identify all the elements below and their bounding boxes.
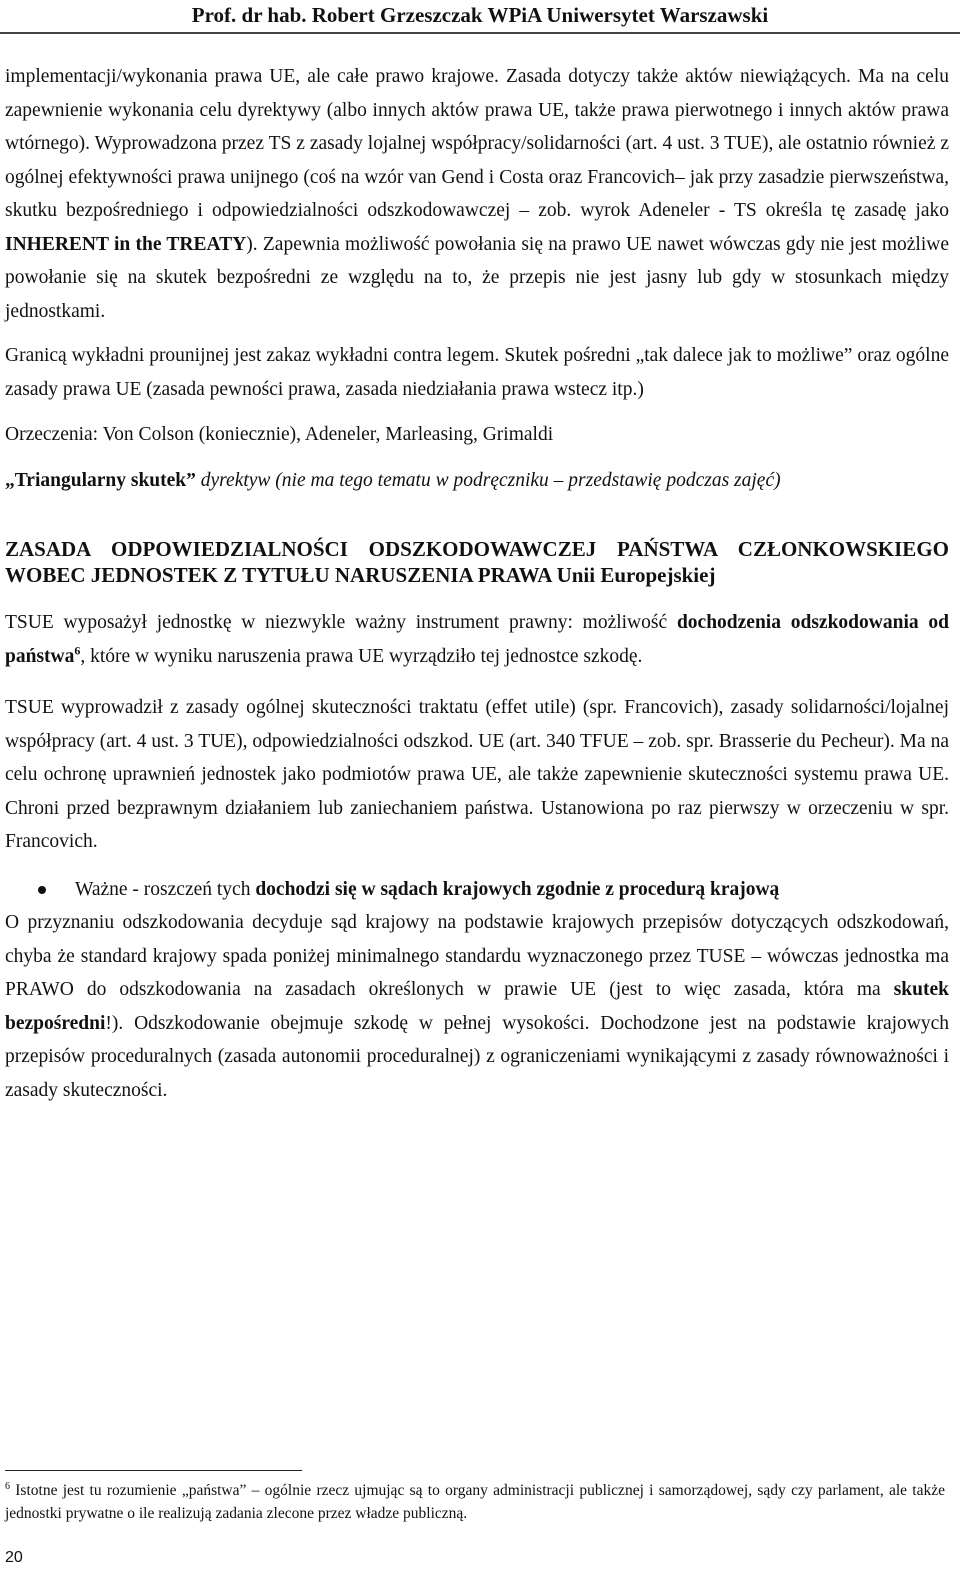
paragraph-indirect-effect xyxy=(5,60,949,328)
footnote-ref[interactable]: 6 xyxy=(74,643,81,657)
page-body xyxy=(5,60,949,1107)
bold-phrase: „Triangularny skutek” xyxy=(5,469,196,491)
page-header: Prof. dr hab. Robert Grzeszczak WPiA Uniwersytet Warszawski xyxy=(191,3,769,27)
section-heading: ZASADA ODPOWIEDZIALNOŚCI ODSZKODOWAWCZEJ PAŃSTWA CZŁONKOWSKIEGO WOBEC JEDNOSTEK Z TYTUŁU NARUSZENIA PRAWA Unii Europejskiej xyxy=(5,537,949,587)
paragraph-tsue-instrument xyxy=(5,606,949,673)
bold-phrase: dochodzi się w sądach krajowych zgodnie z procedurą krajową xyxy=(255,878,780,900)
paragraph-text: TSUE wyposażył jednostkę w niezwykle ważny instrument prawny: możliwość xyxy=(5,612,677,633)
paragraph-text: O przyznaniu odszkodowania decyduje sąd krajowy na podstawie krajowych przepisów dotyczących odszkodowań, chyba że standard krajowy spada poniżej minimalnego standardu wyznaczonego przez TUSE – wówczas jednostka ma PRAWO do odszkodowania na zasadach określonych w prawie UE (jest to więc zasada, która ma xyxy=(5,912,949,1000)
paragraph-text: !). Odszkodowanie obejmuje szkodę w pełnej wysokości. Dochodzone jest na podstawie krajowych przepisów proceduralnych (zasada autonomii proceduralnej) z ograniczeniami wynikającymi z zasady równoważności i zasady skuteczności. xyxy=(5,1012,949,1101)
bold-phrase: INHERENT in the TREATY xyxy=(5,233,247,255)
paragraph-text: ). Zapewnia możliwość powołania się na prawo UE nawet wówczas gdy nie jest możliwe powołanie się na skutek bezpośredni ze względu na to, że przepis nie jest jasny lub gdy w stosunkach między jednostkami. xyxy=(5,233,949,322)
bullet-item xyxy=(5,873,949,907)
page-number: 20 xyxy=(5,1549,23,1566)
bullet-text: Ważne - roszczeń tych xyxy=(75,878,256,900)
footnote xyxy=(5,1480,945,1525)
italic-phrase: dyrektyw (nie ma tego tematu w podręczniku – przedstawię podczas zajęć) xyxy=(195,469,781,491)
bold-phrase: dochodzenia odszkodowania od państwa xyxy=(5,612,950,667)
paragraph-tsue-derivation: TSUE wyprowadził z zasady ogólnej skuteczności traktatu (effet utile) (spr. Francovich), zasady solidarności/lojalnej współpracy (art. 4 ust. 3 TUE), odpowiedzialności odszkod. UE (art. 340 TFUE – zob. spr. Brasserie du Pecheur). Ma na celu ochronę uprawnień jednostek jako podmiotów prawa UE, ale także zapewnienie skuteczności systemu prawa UE. Chroni przed bezprawnym działaniem lub zaniechaniem państwa. Ustanowiona po raz pierwszy w orzeczeniu w spr. Francovich. xyxy=(5,697,949,852)
paragraph-contra-legem: Granicą wykładni prounijnej jest zakaz wykładni contra legem. Skutek pośredni „tak dalece jak to możliwe” oraz ogólne zasady prawa UE (zasada pewności prawa, zasada niedziałania prawa wstecz itp.) xyxy=(5,345,949,400)
paragraph-rulings: Orzeczenia: Von Colson (koniecznie), Adeneler, Marleasing, Grimaldi xyxy=(5,424,554,445)
paragraph-triangular-effect xyxy=(5,464,949,498)
paragraph-text: implementacji/wykonania prawa UE, ale całe prawo krajowe. Zasada dotyczy także aktów niewiążących. Ma na celu zapewnienie wykonania celu dyrektywy (albo innych aktów prawa UE, także prawa pierwotnego i innych aktów prawa wtórnego). Wyprowadzona przez TS z zasady lojalnej współpracy/solidarności (art. 4 ust. 3 TUE), ale ostatnio również z ogólnej efektywności prawa unijnego (coś na wzór van Gend i Costa oraz Francovich– jak przy zasadzie pierwszeństwa, skutku bezpośredniego i odpowiedzialności odszkodowawczej – zob. wyrok Adeneler - TS określa tę zasadę jako xyxy=(5,66,949,221)
bold-phrase: skutek bezpośredni xyxy=(5,979,949,1034)
paragraph-text: , które w wyniku naruszenia prawa UE wyrządziło tej jednostce szkodę. xyxy=(80,645,643,667)
paragraph-compensation xyxy=(5,906,949,1107)
footnote-text: Istotne jest tu rozumienie „państwa” – ogólnie rzecz ujmując są to organy administracji publicznej i samorządowej, sądy czy parlament, ale także jednostki prywatne o ile realizują zadania zlecone przez władze publiczną. xyxy=(5,1482,945,1522)
bullet-icon xyxy=(38,886,46,894)
footnote-number: 6 xyxy=(5,1481,10,1492)
header-divider xyxy=(0,32,960,34)
footnote-divider xyxy=(5,1470,302,1471)
